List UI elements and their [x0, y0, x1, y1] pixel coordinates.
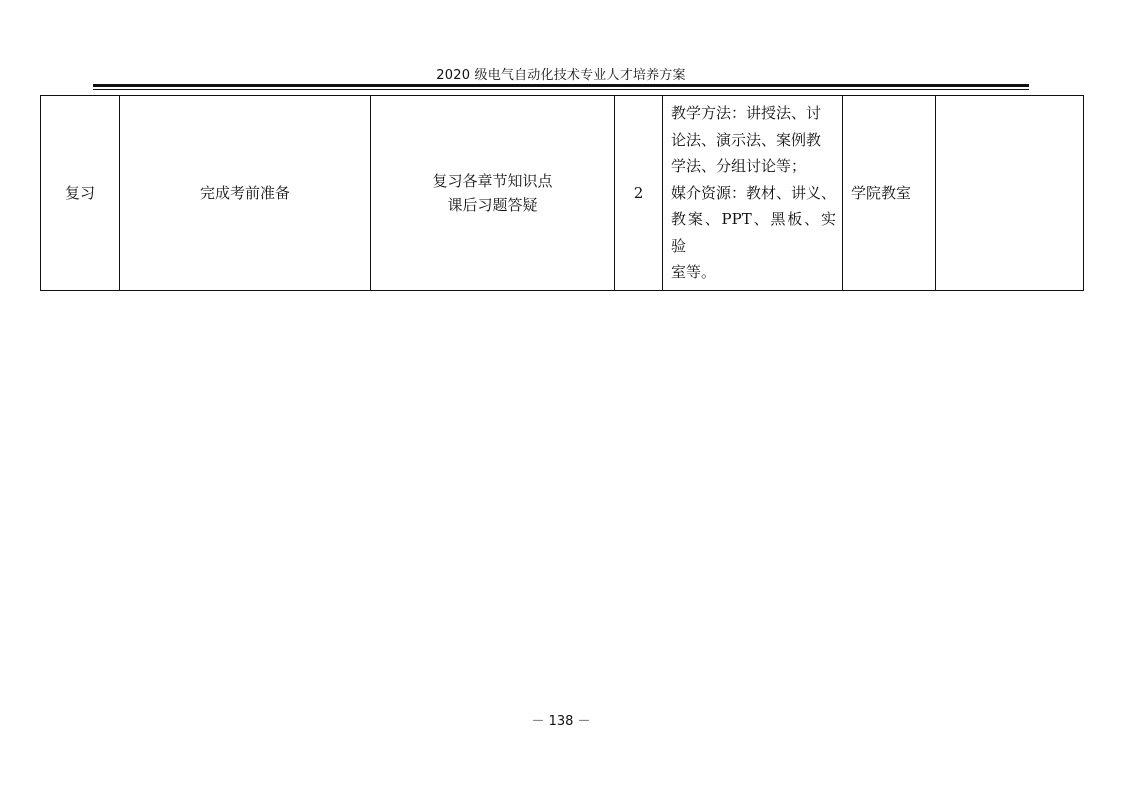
- module-cell: [41, 96, 120, 291]
- page-number: － 138 －: [531, 714, 591, 729]
- methods-line-6: 室等。: [671, 263, 717, 281]
- location-text: 学院教室: [851, 184, 912, 203]
- header-rule-thin: [93, 89, 1029, 90]
- content-text: 完成考前准备: [199, 184, 290, 203]
- hours-text: 2: [633, 183, 644, 202]
- methods-line-2: 论法、演示法、案例教: [671, 130, 822, 149]
- methods-cell: [663, 96, 843, 291]
- key-points-line-1: 复习各章节知识点: [432, 171, 553, 190]
- content-cell: [120, 96, 371, 291]
- methods-line-5: 教案、PPT、黑板、实验: [671, 210, 836, 255]
- methods-line-3: 学法、分组讨论等；: [671, 157, 807, 175]
- document-header-title: 2020 级电气自动化技术专业人才培养方案: [436, 68, 686, 83]
- methods-line-1: 教学方法：讲授法、讨: [671, 104, 822, 122]
- methods-line-4: 媒介资源：教材、讲义、: [671, 183, 837, 202]
- key-points-cell: [371, 96, 615, 291]
- table-row: [41, 96, 1084, 291]
- hours-cell: [615, 96, 663, 291]
- header-rule-thick: [93, 84, 1029, 87]
- location-cell: [843, 96, 936, 291]
- module-text: 复习: [64, 184, 95, 203]
- remarks-cell: [936, 96, 1084, 291]
- key-points-line-2: 课后习题答疑: [447, 195, 538, 214]
- course-schedule-table: [40, 95, 1084, 291]
